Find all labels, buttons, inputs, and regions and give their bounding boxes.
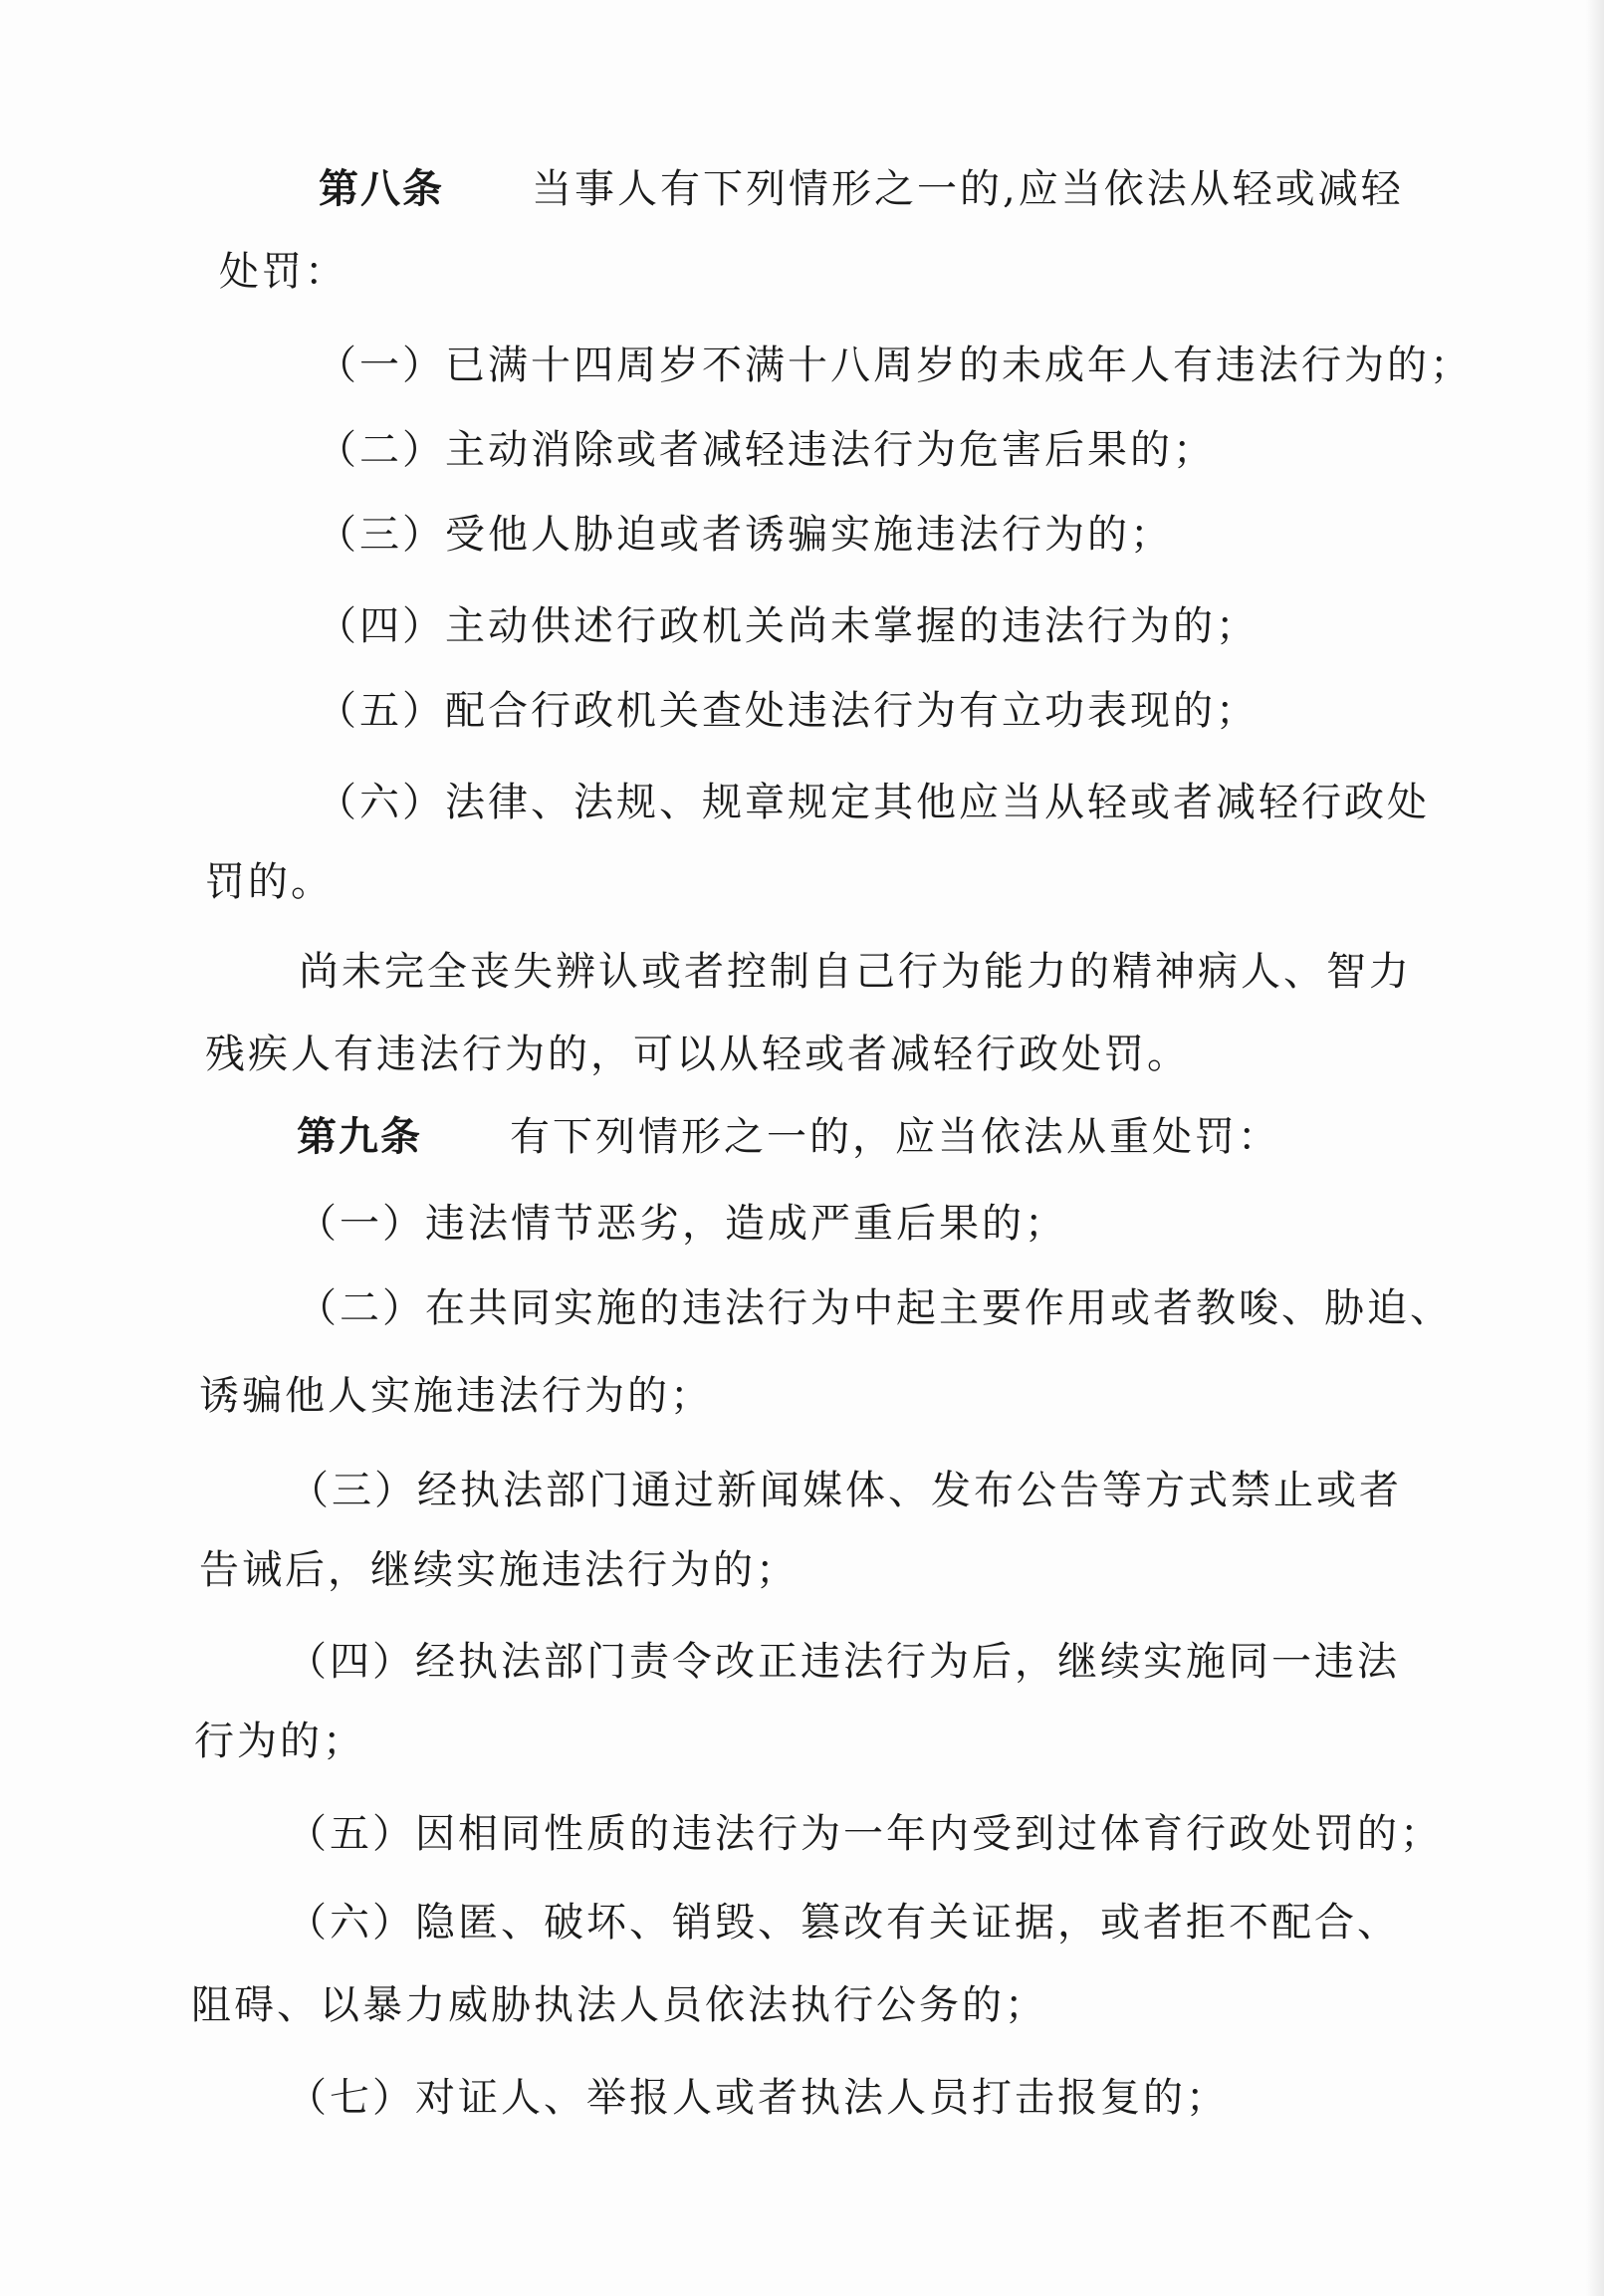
- article9-item5: （五）因相同性质的违法行为一年内受到过体育行政处罚的；: [287, 1811, 1443, 1857]
- article9-item3-line1: （三）经执法部门通过新闻媒体、发布公告等方式禁止或者: [289, 1468, 1402, 1513]
- article8-item3: （三）受他人胁迫或者诱骗实施违法行为的；: [317, 512, 1173, 558]
- article9-intro: 有下列情形之一的，应当依法从重处罚：: [510, 1114, 1280, 1160]
- scan-edge-shadow: [1586, 0, 1604, 2296]
- article8-item2: （二）主动消除或者减轻违法行为危害后果的；: [317, 427, 1216, 473]
- article9-item4-line2: 行为的；: [194, 1719, 365, 1764]
- article8-heading-line: [319, 165, 1404, 213]
- article8-item6-line2: 罚的。: [205, 859, 334, 905]
- article9-number: 第九条: [297, 1113, 422, 1160]
- article8-item6-line1: （六）法律、法规、规章规定其他应当从轻或者减轻行政处: [317, 780, 1430, 825]
- article8-intro-line2: 处罚：: [219, 249, 347, 295]
- article9-item6-line2: 阻碍、以暴力威胁执法人员依法执行公务的；: [191, 1982, 1047, 2028]
- article8-item5: （五）配合行政机关查处违法行为有立功表现的；: [317, 688, 1259, 734]
- article8-number: 第八条: [319, 165, 444, 212]
- article9-item2-line2: 诱骗他人实施违法行为的；: [199, 1373, 713, 1419]
- article9-item6-line1: （六）隐匿、破坏、销毁、篡改有关证据，或者拒不配合、: [287, 1900, 1400, 1946]
- article9-item2-line1: （二）在共同实施的违法行为中起主要作用或者教唆、胁迫、: [297, 1285, 1453, 1331]
- article9-heading-line: [297, 1113, 1280, 1161]
- article8-item1: （一）已满十四周岁不满十八周岁的未成年人有违法行为的；: [317, 343, 1473, 388]
- article9-item1: （一）违法情节恶劣，造成严重后果的；: [297, 1201, 1067, 1247]
- article8-item4: （四）主动供述行政机关尚未掌握的违法行为的；: [317, 603, 1259, 649]
- article8-paragraph-line2: 残疾人有违法行为的，可以从轻或者减轻行政处罚。: [205, 1032, 1190, 1077]
- article9-item7: （七）对证人、举报人或者执法人员打击报复的；: [287, 2075, 1229, 2121]
- article9-item4-line1: （四）经执法部门责令改正违法行为后，继续实施同一违法: [287, 1639, 1400, 1685]
- article9-item3-line2: 告诫后，继续实施违法行为的；: [199, 1547, 799, 1593]
- article8-intro-line1: 当事人有下列情形之一的,应当依法从轻或减轻: [532, 166, 1404, 212]
- article8-paragraph-line1: 尚未完全丧失辨认或者控制自己行为能力的精神病人、智力: [299, 949, 1412, 995]
